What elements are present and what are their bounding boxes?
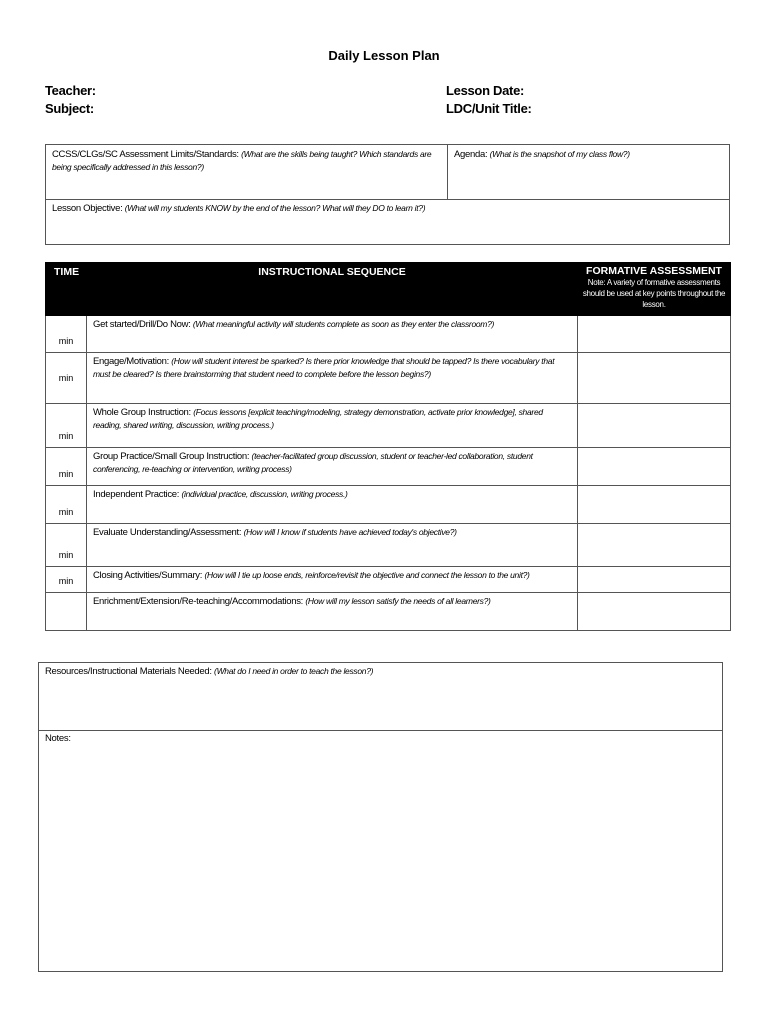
resources-label: Resources/Instructional Materials Needed: bbox=[45, 666, 212, 677]
standards-hint: (What are the skills being taught? Which standards are being specifically addressed in this lesson?) bbox=[52, 149, 432, 172]
sequence-cell[interactable] bbox=[87, 404, 578, 448]
table-row bbox=[46, 524, 731, 567]
row-label: Whole Group Instruction: bbox=[93, 407, 191, 418]
row-label: Engage/Motivation: bbox=[93, 356, 169, 367]
agenda-cell[interactable] bbox=[454, 148, 724, 161]
vertical-divider bbox=[447, 145, 448, 199]
time-header: TIME bbox=[46, 263, 87, 316]
horizontal-divider bbox=[39, 730, 722, 731]
row-hint: (How will my lesson satisfy the needs of all learners?) bbox=[305, 596, 491, 606]
time-cell[interactable] bbox=[46, 593, 87, 631]
sequence-cell[interactable] bbox=[87, 524, 578, 567]
time-cell[interactable]: min bbox=[46, 316, 87, 353]
formative-assessment-header bbox=[578, 263, 731, 316]
time-cell[interactable]: min bbox=[46, 524, 87, 567]
time-cell[interactable]: min bbox=[46, 567, 87, 593]
standards-agenda-objective-box bbox=[45, 144, 730, 245]
formative-cell[interactable] bbox=[578, 567, 731, 593]
row-hint: (Focus lessons [explicit teaching/modeling, strategy demonstration, activate prior knowledge], shared reading, shared writing, discussion, writing process.) bbox=[93, 407, 543, 430]
objective-cell[interactable] bbox=[52, 202, 722, 215]
table-row bbox=[46, 593, 731, 631]
row-label: Get started/Drill/Do Now: bbox=[93, 319, 191, 330]
unit-title-label: LDC/Unit Title: bbox=[446, 101, 532, 116]
time-cell[interactable]: min bbox=[46, 404, 87, 448]
row-hint: (How will student interest be sparked? Is there prior knowledge that should be tapped? Is there vocabulary that must be cleared? Is there brainstorming that student need to complete before the lesson begins?) bbox=[93, 356, 555, 379]
subject-label: Subject: bbox=[45, 101, 94, 116]
row-hint: (What meaningful activity will students complete as soon as they enter the classroom?) bbox=[192, 319, 495, 329]
row-label: Group Practice/Small Group Instruction: bbox=[93, 451, 250, 462]
row-label: Enrichment/Extension/Re-teaching/Accommodations: bbox=[93, 596, 304, 607]
row-hint: (teacher-facilitated group discussion, student or teacher-led collaboration, student conferencing, re-teaching or intervention, writing process) bbox=[93, 451, 533, 474]
sequence-cell[interactable] bbox=[87, 353, 578, 404]
row-hint: (individual practice, discussion, writing process.) bbox=[181, 489, 348, 499]
table-row bbox=[46, 448, 731, 486]
table-row bbox=[46, 316, 731, 353]
row-label: Independent Practice: bbox=[93, 489, 180, 500]
formative-cell[interactable] bbox=[578, 404, 731, 448]
notes-label: Notes: bbox=[45, 733, 71, 744]
table-row bbox=[46, 567, 731, 593]
formative-assessment-title: FORMATIVE ASSESSMENT bbox=[586, 265, 722, 277]
row-hint: (How will I tie up loose ends, reinforce/revisit the objective and connect the lesson to the unit?) bbox=[204, 570, 530, 580]
sequence-cell[interactable] bbox=[87, 448, 578, 486]
formative-cell[interactable] bbox=[578, 486, 731, 524]
formative-cell[interactable] bbox=[578, 316, 731, 353]
time-cell[interactable]: min bbox=[46, 448, 87, 486]
standards-cell[interactable] bbox=[52, 148, 440, 174]
time-cell[interactable]: min bbox=[46, 486, 87, 524]
sequence-cell[interactable] bbox=[87, 316, 578, 353]
sequence-cell[interactable] bbox=[87, 486, 578, 524]
formative-cell[interactable] bbox=[578, 524, 731, 567]
teacher-label: Teacher: bbox=[45, 83, 96, 98]
resources-hint: (What do I need in order to teach the lesson?) bbox=[214, 666, 374, 676]
table-row bbox=[46, 353, 731, 404]
objective-hint: (What will my students KNOW by the end of the lesson? What will they DO to learn it?) bbox=[124, 203, 426, 213]
row-hint: (How will I know if students have achieved today's objective?) bbox=[243, 527, 457, 537]
formative-cell[interactable] bbox=[578, 448, 731, 486]
agenda-label: Agenda: bbox=[454, 149, 488, 160]
formative-assessment-note: Note: A variety of formative assessments should be used at key points throughout the lesson. bbox=[582, 278, 726, 309]
instructional-sequence-header: INSTRUCTIONAL SEQUENCE bbox=[87, 263, 578, 316]
agenda-hint: (What is the snapshot of my class flow?) bbox=[489, 149, 630, 159]
instructional-sequence-table bbox=[45, 262, 731, 631]
sequence-cell[interactable] bbox=[87, 567, 578, 593]
formative-cell[interactable] bbox=[578, 593, 731, 631]
table-header-row bbox=[46, 263, 731, 316]
horizontal-divider bbox=[46, 199, 729, 200]
page-title: Daily Lesson Plan bbox=[328, 48, 440, 63]
notes-cell[interactable] bbox=[45, 733, 715, 963]
formative-cell[interactable] bbox=[578, 353, 731, 404]
lesson-date-label: Lesson Date: bbox=[446, 83, 525, 98]
table-row bbox=[46, 404, 731, 448]
resources-notes-box bbox=[38, 662, 723, 972]
table-row bbox=[46, 486, 731, 524]
time-cell[interactable]: min bbox=[46, 353, 87, 404]
resources-cell[interactable] bbox=[45, 665, 715, 678]
row-label: Evaluate Understanding/Assessment: bbox=[93, 527, 242, 538]
sequence-cell[interactable] bbox=[87, 593, 578, 631]
objective-label: Lesson Objective: bbox=[52, 203, 123, 214]
row-label: Closing Activities/Summary: bbox=[93, 570, 203, 581]
standards-label: CCSS/CLGs/SC Assessment Limits/Standards: bbox=[52, 149, 239, 160]
